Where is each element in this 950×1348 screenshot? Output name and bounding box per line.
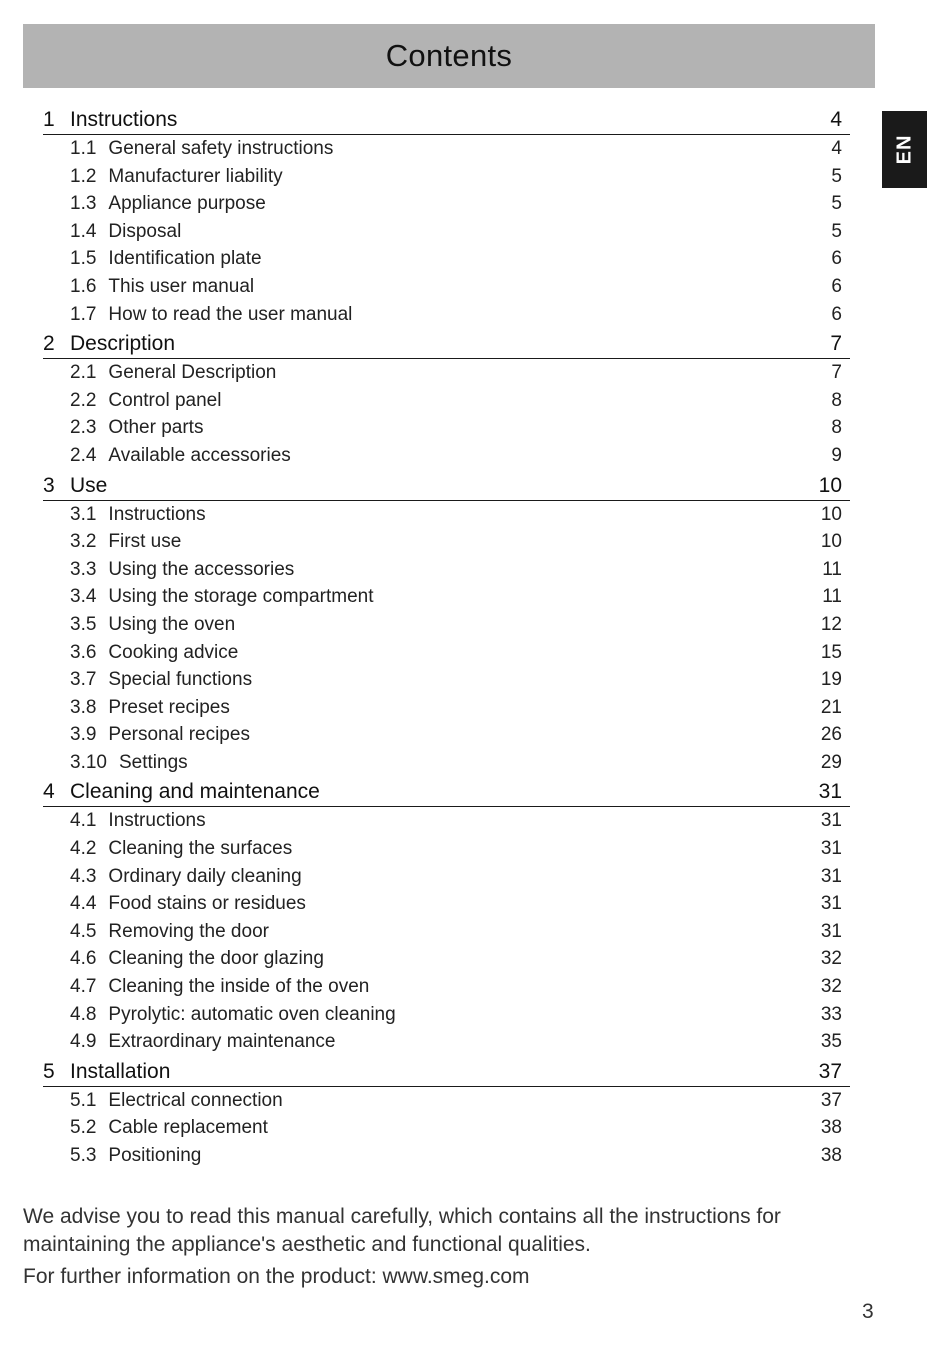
toc-section-row[interactable] bbox=[43, 835, 850, 863]
page-title: Contents bbox=[385, 38, 513, 73]
section-number: 3.8 bbox=[70, 696, 97, 718]
toc-section-row[interactable] bbox=[43, 273, 850, 301]
section-number: 4.4 bbox=[70, 893, 97, 915]
toc-section-row[interactable] bbox=[43, 918, 850, 946]
section-number: 3.5 bbox=[70, 613, 97, 635]
section-page: 19 bbox=[820, 669, 842, 691]
section-page: 5 bbox=[831, 193, 842, 215]
section-page: 12 bbox=[820, 613, 842, 635]
section-title: First use bbox=[108, 531, 182, 553]
section-number: 4.8 bbox=[70, 1003, 97, 1025]
toc-section-row[interactable] bbox=[43, 1087, 850, 1115]
chapter-title: Installation bbox=[70, 1059, 171, 1083]
section-number: 1.3 bbox=[70, 193, 97, 215]
section-title: How to read the user manual bbox=[108, 303, 353, 325]
section-page: 31 bbox=[820, 810, 842, 832]
toc-section-row[interactable] bbox=[43, 807, 850, 835]
section-title: Personal recipes bbox=[108, 724, 250, 746]
chapter-page: 7 bbox=[830, 332, 842, 356]
toc-chapter bbox=[43, 1057, 850, 1170]
toc-section-row[interactable] bbox=[43, 583, 850, 611]
section-title: Using the storage compartment bbox=[108, 586, 374, 608]
chapter-title: Description bbox=[70, 332, 176, 356]
toc-section-row[interactable] bbox=[43, 694, 850, 722]
section-number: 2.4 bbox=[70, 444, 97, 466]
section-page: 32 bbox=[820, 976, 842, 998]
section-title: Electrical connection bbox=[108, 1089, 283, 1111]
section-title: Instructions bbox=[108, 503, 206, 525]
intro-text bbox=[23, 1203, 823, 1291]
toc-section-row[interactable] bbox=[43, 973, 850, 1001]
section-title: Appliance purpose bbox=[108, 193, 266, 215]
toc-chapter-row[interactable] bbox=[43, 777, 850, 807]
toc-section-row[interactable] bbox=[43, 301, 850, 329]
section-number: 1.1 bbox=[70, 138, 97, 159]
section-page: 31 bbox=[820, 838, 842, 860]
toc-section-row[interactable] bbox=[43, 1114, 850, 1142]
toc-section-row[interactable] bbox=[43, 639, 850, 667]
section-title: General Description bbox=[108, 362, 277, 384]
toc-section-row[interactable] bbox=[43, 1142, 850, 1170]
section-number: 4.9 bbox=[70, 1031, 97, 1053]
section-number: 1.2 bbox=[70, 165, 97, 187]
section-page: 11 bbox=[822, 586, 842, 608]
section-page: 8 bbox=[831, 417, 842, 439]
section-number: 5.1 bbox=[70, 1089, 97, 1111]
section-number: 3.10 bbox=[70, 751, 107, 773]
toc-section-row[interactable] bbox=[43, 135, 850, 163]
chapter-title: Cleaning and maintenance bbox=[70, 780, 320, 804]
toc-section-row[interactable] bbox=[43, 163, 850, 191]
toc-section-row[interactable] bbox=[43, 359, 850, 387]
more-info-text: For further information on the product: www.smeg.com bbox=[23, 1265, 530, 1288]
section-title: Control panel bbox=[108, 389, 222, 411]
section-number: 1.7 bbox=[70, 303, 97, 325]
section-title: Disposal bbox=[108, 220, 182, 242]
section-title: General safety instructions bbox=[108, 138, 334, 159]
section-title: This user manual bbox=[108, 275, 255, 297]
section-page: 31 bbox=[820, 893, 842, 915]
section-page: 15 bbox=[820, 641, 842, 663]
section-page: 33 bbox=[820, 1003, 842, 1025]
section-number: 2.2 bbox=[70, 389, 97, 411]
chapter-title: Use bbox=[70, 473, 108, 497]
section-title: Cooking advice bbox=[108, 641, 239, 663]
toc-chapter-row[interactable] bbox=[43, 471, 850, 501]
toc-section-row[interactable] bbox=[43, 666, 850, 694]
section-page: 38 bbox=[820, 1117, 842, 1139]
toc-chapter bbox=[43, 105, 850, 328]
section-page: 6 bbox=[831, 275, 842, 297]
section-title: Using the oven bbox=[108, 613, 236, 635]
section-page: 7 bbox=[831, 362, 842, 384]
toc-section-row[interactable] bbox=[43, 890, 850, 918]
toc-section-row[interactable] bbox=[43, 442, 850, 470]
section-number: 3.7 bbox=[70, 669, 97, 691]
section-title: Food stains or residues bbox=[108, 893, 306, 915]
chapter-page: 37 bbox=[818, 1059, 842, 1083]
language-tab bbox=[882, 111, 927, 188]
section-page: 31 bbox=[820, 865, 842, 887]
toc-chapter-row[interactable] bbox=[43, 105, 850, 135]
section-page: 37 bbox=[820, 1089, 842, 1111]
toc-section-row[interactable] bbox=[43, 945, 850, 973]
chapter-page: 4 bbox=[830, 108, 842, 131]
chapter-number: 2 bbox=[43, 332, 55, 356]
section-number: 5.3 bbox=[70, 1145, 97, 1166]
toc-section-row[interactable] bbox=[43, 387, 850, 415]
section-number: 4.7 bbox=[70, 976, 97, 998]
toc-chapter bbox=[43, 471, 850, 777]
section-number: 3.3 bbox=[70, 558, 97, 580]
toc-section-row[interactable] bbox=[43, 863, 850, 891]
chapter-page: 10 bbox=[818, 473, 842, 497]
chapter-number: 4 bbox=[43, 780, 55, 804]
section-page: 5 bbox=[831, 220, 842, 242]
chapter-title: Instructions bbox=[70, 108, 178, 131]
advice-text: We advise you to read this manual carefully, which contains all the instructions for maintaining the appliance's aesthetic and functional qualities. bbox=[23, 1205, 781, 1256]
chapter-number: 1 bbox=[43, 108, 55, 131]
section-number: 4.2 bbox=[70, 838, 97, 860]
toc-section-row[interactable] bbox=[43, 190, 850, 218]
toc-section-row[interactable] bbox=[43, 556, 850, 584]
chapter-number: 5 bbox=[43, 1059, 55, 1083]
section-number: 4.3 bbox=[70, 865, 97, 887]
section-page: 4 bbox=[831, 138, 842, 159]
contents-header bbox=[23, 24, 875, 88]
section-title: Cleaning the surfaces bbox=[108, 838, 293, 860]
section-title: Settings bbox=[118, 751, 188, 773]
section-title: Removing the door bbox=[108, 920, 269, 942]
toc-section-row[interactable] bbox=[43, 218, 850, 246]
section-number: 4.6 bbox=[70, 948, 97, 970]
toc-section-row[interactable] bbox=[43, 611, 850, 639]
section-page: 8 bbox=[831, 389, 842, 411]
section-number: 4.1 bbox=[70, 810, 97, 832]
section-page: 38 bbox=[820, 1145, 842, 1166]
section-title: Manufacturer liability bbox=[108, 165, 283, 187]
chapter-number: 3 bbox=[43, 473, 55, 497]
section-number: 1.5 bbox=[70, 248, 97, 270]
section-page: 10 bbox=[820, 503, 842, 525]
section-number: 4.5 bbox=[70, 920, 97, 942]
section-number: 3.1 bbox=[70, 503, 97, 525]
section-number: 3.2 bbox=[70, 531, 97, 553]
section-page: 6 bbox=[831, 248, 842, 270]
section-number: 3.9 bbox=[70, 724, 97, 746]
section-page: 5 bbox=[831, 165, 842, 187]
section-number: 1.4 bbox=[70, 220, 97, 242]
section-number: 3.6 bbox=[70, 641, 97, 663]
section-title: Using the accessories bbox=[108, 558, 295, 580]
toc-chapter-row[interactable] bbox=[43, 329, 850, 359]
section-title: Cleaning the door glazing bbox=[108, 948, 324, 970]
section-page: 9 bbox=[831, 444, 842, 466]
section-number: 3.4 bbox=[70, 586, 97, 608]
section-title: Cleaning the inside of the oven bbox=[108, 976, 370, 998]
section-number: 1.6 bbox=[70, 275, 97, 297]
toc-section-row[interactable] bbox=[43, 501, 850, 529]
section-page: 26 bbox=[820, 724, 842, 746]
toc-section-row[interactable] bbox=[43, 414, 850, 442]
section-title: Special functions bbox=[108, 669, 253, 691]
section-page: 29 bbox=[820, 751, 842, 773]
section-page: 10 bbox=[820, 531, 842, 553]
section-page: 31 bbox=[820, 920, 842, 942]
toc-section-row[interactable] bbox=[43, 528, 850, 556]
section-number: 2.3 bbox=[70, 417, 97, 439]
section-title: Ordinary daily cleaning bbox=[108, 865, 302, 887]
chapter-page: 31 bbox=[818, 780, 842, 804]
toc-section-row[interactable] bbox=[43, 721, 850, 749]
section-title: Instructions bbox=[108, 810, 206, 832]
toc-chapter bbox=[43, 329, 850, 469]
section-page: 21 bbox=[820, 696, 842, 718]
toc-section-row[interactable] bbox=[43, 1028, 850, 1056]
section-number: 2.1 bbox=[70, 362, 97, 384]
table-of-contents bbox=[43, 105, 850, 1170]
toc-chapter bbox=[43, 777, 850, 1055]
section-title: Extraordinary maintenance bbox=[108, 1031, 336, 1053]
toc-chapter-row[interactable] bbox=[43, 1057, 850, 1087]
section-page: 35 bbox=[820, 1031, 842, 1053]
section-title: Positioning bbox=[108, 1145, 202, 1166]
section-title: Identification plate bbox=[108, 248, 262, 270]
section-title: Cable replacement bbox=[108, 1117, 268, 1139]
section-number: 5.2 bbox=[70, 1117, 97, 1139]
section-page: 6 bbox=[831, 303, 842, 325]
section-page: 32 bbox=[820, 948, 842, 970]
section-title: Preset recipes bbox=[108, 696, 230, 718]
section-title: Other parts bbox=[108, 417, 204, 439]
toc-section-row[interactable] bbox=[43, 1001, 850, 1029]
language-label: EN bbox=[892, 134, 915, 165]
section-title: Pyrolytic: automatic oven cleaning bbox=[108, 1003, 396, 1025]
section-page: 11 bbox=[822, 558, 842, 580]
page-number: 3 bbox=[862, 1300, 874, 1323]
toc-section-row[interactable] bbox=[43, 749, 850, 777]
toc-section-row[interactable] bbox=[43, 245, 850, 273]
section-title: Available accessories bbox=[108, 444, 291, 466]
